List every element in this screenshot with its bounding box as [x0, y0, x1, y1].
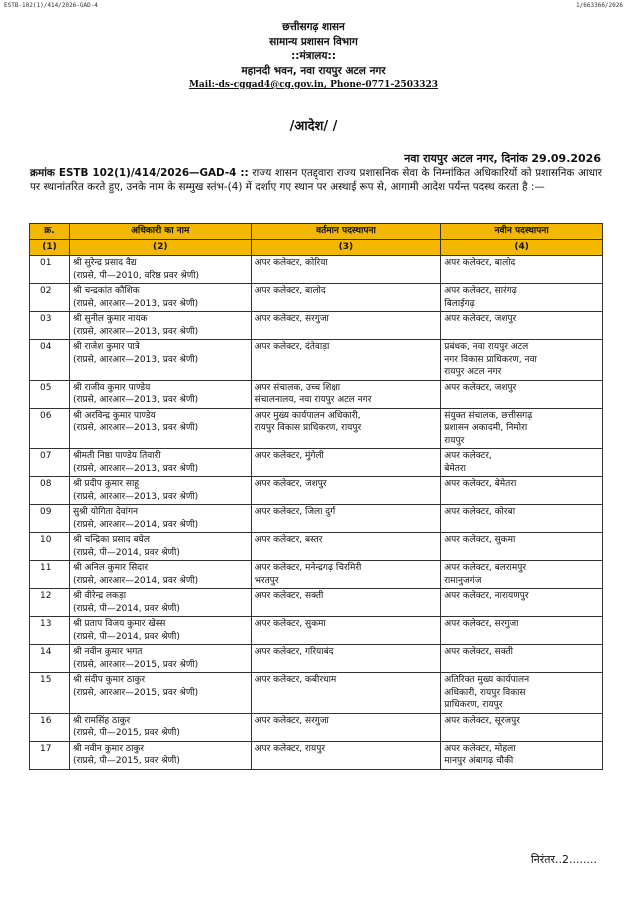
current-posting-cell: अपर कलेक्टर, मुंगेली — [251, 449, 441, 477]
table-row — [30, 589, 603, 617]
table-row — [30, 477, 603, 505]
officer-name-cell: श्री अनिल कुमार सिदार (राप्रसे, आरआर—2014, प्रवर श्रेणी) — [69, 561, 251, 589]
current-posting-cell: अपर मुख्य कार्यपालन अधिकारी, रायपुर विकास प्राधिकरण, रायपुर — [251, 408, 441, 449]
table-body — [30, 256, 603, 770]
sno-cell: 10 — [30, 533, 70, 561]
new-posting-cell: अपर कलेक्टर, बेमेतरा — [441, 449, 603, 477]
current-posting-cell: अपर कलेक्टर, कबीरधाम — [251, 673, 441, 714]
sno-cell: 08 — [30, 477, 70, 505]
sno-cell: 11 — [30, 561, 70, 589]
new-posting-cell: अपर कलेक्टर, जशपुर — [441, 380, 603, 408]
col-number-4: (4) — [441, 240, 603, 256]
officer-name-cell: श्री राजेश कुमार पात्रे (राप्रसे, आरआर—2013, प्रवर श्रेणी) — [69, 340, 251, 381]
table-row — [30, 408, 603, 449]
new-posting-cell: अपर कलेक्टर, सारंगढ़ बिलाईगढ़ — [441, 284, 603, 312]
sno-cell: 03 — [30, 312, 70, 340]
officer-name-cell: श्री संदीप कुमार ठाकुर (राप्रसे, आरआर—2015, प्रवर श्रेणी) — [69, 673, 251, 714]
current-posting-cell: अपर कलेक्टर, रायपुर — [251, 741, 441, 769]
col-header-officer: अधिकारी का नाम — [69, 224, 251, 240]
new-posting-cell: अपर कलेक्टर, सक्ती — [441, 645, 603, 673]
order-text: राज्य शासन एतद्द्वारा राज्य प्रशासनिक सेवा के निम्नांकित अधिकारियों को प्रशासनिक आधार पर स्थानांतरित करते हुए, उनके नाम के सम्मुख स्तंभ-(4) में दर्शाए गए स्थान पर अस्थाई रूप से, आगामी आदेश पर्यन्त पदस्थ करता है :— — [30, 167, 603, 193]
sno-cell: 17 — [30, 741, 70, 769]
table-row — [30, 449, 603, 477]
officer-name-cell: श्री रामसिंह ठाकुर (राप्रसे, पी—2015, प्रवर श्रेणी) — [69, 713, 251, 741]
continued-note: निरंतर..2........ — [530, 853, 597, 866]
table-row — [30, 645, 603, 673]
sno-cell: 04 — [30, 340, 70, 381]
table-row — [30, 741, 603, 769]
contact-line: Mail:-ds-cggad4@cg.gov.in, Phone-0771-2503323 — [188, 80, 439, 90]
header-row — [30, 224, 603, 240]
order-intro — [30, 166, 602, 194]
page-reference: 1/663366/2026 — [576, 2, 623, 9]
current-posting-cell: अपर कलेक्टर, मनेन्द्रगढ़ चिरमिरी भरतपुर — [251, 561, 441, 589]
new-posting-cell: अपर कलेक्टर, बेमेतरा — [441, 477, 603, 505]
letterhead — [0, 20, 627, 93]
department-name: सामान्य प्रशासन विभाग — [269, 35, 358, 48]
new-posting-cell: प्रबंधक, नवा रायपुर अटल नगर विकास प्राधिकरण, नवा रायपुर अटल नगर — [441, 340, 603, 381]
sno-cell: 05 — [30, 380, 70, 408]
current-posting-cell: अपर कलेक्टर, सरगुजा — [251, 312, 441, 340]
current-posting-cell: अपर कलेक्टर, दंतेवाड़ा — [251, 340, 441, 381]
current-posting-cell: अपर कलेक्टर, गरियाबंद — [251, 645, 441, 673]
current-posting-cell: अपर कलेक्टर, कोरिया — [251, 256, 441, 284]
new-posting-cell: अपर कलेक्टर, सुकमा — [441, 533, 603, 561]
col-number-2: (2) — [69, 240, 251, 256]
table-row — [30, 380, 603, 408]
table-row — [30, 312, 603, 340]
order-reference: क्रमांक ESTB 102(1)/414/2026—GAD-4 :: — [30, 167, 249, 179]
address-line: महानदी भवन, नवा रायपुर अटल नगर — [241, 64, 386, 77]
sno-cell: 15 — [30, 673, 70, 714]
sno-cell: 07 — [30, 449, 70, 477]
col-number-3: (3) — [251, 240, 441, 256]
sno-cell: 02 — [30, 284, 70, 312]
ministry-label: ::मंत्रालय:: — [291, 50, 336, 62]
transfer-table — [29, 223, 603, 770]
table-row — [30, 340, 603, 381]
table-row — [30, 673, 603, 714]
table-row — [30, 713, 603, 741]
officer-name-cell: श्री अरविन्द्र कुमार पाण्डेय (राप्रसे, आरआर—2013, प्रवर श्रेणी) — [69, 408, 251, 449]
table-row — [30, 533, 603, 561]
sno-cell: 12 — [30, 589, 70, 617]
current-posting-cell: अपर कलेक्टर, सुकमा — [251, 617, 441, 645]
officer-name-cell: सुश्री योगिता देवांगन (राप्रसे, आरआर—2014, प्रवर श्रेणी) — [69, 505, 251, 533]
current-posting-cell: अपर कलेक्टर, सक्ती — [251, 589, 441, 617]
col-header-new-posting: नवीन पदस्थापना — [441, 224, 603, 240]
col-header-sno: क्र. — [30, 224, 70, 240]
column-number-row — [30, 240, 603, 256]
new-posting-cell: अपर कलेक्टर, सरगुजा — [441, 617, 603, 645]
current-posting-cell: अपर कलेक्टर, जशपुर — [251, 477, 441, 505]
sno-cell: 13 — [30, 617, 70, 645]
officer-name-cell: श्री चन्द्रिका प्रसाद बघेल (राप्रसे, पी—2014, प्रवर श्रेणी) — [69, 533, 251, 561]
new-posting-cell: संयुक्त संचालक, छत्तीसगढ़ प्रशासन अकादमी, निमोरा रायपुर — [441, 408, 603, 449]
officer-name-cell: श्री प्रदीप कुमार साहू (राप्रसे, आरआर—2013, प्रवर श्रेणी) — [69, 477, 251, 505]
officer-name-cell: श्री सुरेन्द्र प्रसाद वैद्य (राप्रसे, पी—2010, वरिष्ठ प्रवर श्रेणी) — [69, 256, 251, 284]
new-posting-cell: अपर कलेक्टर, कोरबा — [441, 505, 603, 533]
file-reference: ESTB-102(1)/414/2026-GAD-4 — [4, 2, 98, 9]
officer-name-cell: श्री नवीन कुमार भगत (राप्रसे, आरआर—2015, प्रवर श्रेणी) — [69, 645, 251, 673]
col-number-1: (1) — [30, 240, 70, 256]
new-posting-cell: अपर कलेक्टर, मोहला मानपुर अंबागढ़ चौकी — [441, 741, 603, 769]
table-row — [30, 561, 603, 589]
new-posting-cell: अपर कलेक्टर, जशपुर — [441, 312, 603, 340]
sno-cell: 16 — [30, 713, 70, 741]
officer-name-cell: श्री वीरेन्द्र लकड़ा (राप्रसे, पी—2014, प्रवर श्रेणी) — [69, 589, 251, 617]
table-row — [30, 505, 603, 533]
officer-name-cell: श्री राजीव कुमार पाण्डेय (राप्रसे, आरआर—2013, प्रवर श्रेणी) — [69, 380, 251, 408]
current-posting-cell: अपर कलेक्टर, सरगुजा — [251, 713, 441, 741]
new-posting-cell: अपर कलेक्टर, बालोद — [441, 256, 603, 284]
document-id-bar — [4, 2, 623, 12]
current-posting-cell: अपर कलेक्टर, बालोद — [251, 284, 441, 312]
sno-cell: 06 — [30, 408, 70, 449]
table-row — [30, 256, 603, 284]
current-posting-cell: अपर कलेक्टर, बस्तर — [251, 533, 441, 561]
govt-name: छत्तीसगढ़ शासन — [282, 21, 345, 33]
sno-cell: 14 — [30, 645, 70, 673]
sno-cell: 01 — [30, 256, 70, 284]
table-row — [30, 617, 603, 645]
new-posting-cell: अपर कलेक्टर, बलरामपुर रामानुजगंज — [441, 561, 603, 589]
new-posting-cell: अपर कलेक्टर, नारायणपुर — [441, 589, 603, 617]
new-posting-cell: अपर कलेक्टर, सूरजपुर — [441, 713, 603, 741]
new-posting-cell: अतिरिक्त मुख्य कार्यपालन अधिकारी, रायपुर विकास प्राधिकरण, रायपुर — [441, 673, 603, 714]
order-title: /आदेश/ / — [289, 119, 338, 134]
officer-name-cell: श्री प्रताप विजय कुमार खेस्स (राप्रसे, पी—2014, प्रवर श्रेणी) — [69, 617, 251, 645]
current-posting-cell: अपर कलेक्टर, जिला दुर्ग — [251, 505, 441, 533]
officer-name-cell: श्रीमती निष्ठा पाण्डेय तिवारी (राप्रसे, आरआर—2013, प्रवर श्रेणी) — [69, 449, 251, 477]
officer-name-cell: श्री नवीन कुमार ठाकुर (राप्रसे, पी—2015, प्रवर श्रेणी) — [69, 741, 251, 769]
current-posting-cell: अपर संचालक, उच्च शिक्षा संचालनालय, नवा रायपुर अटल नगर — [251, 380, 441, 408]
officer-name-cell: श्री चन्द्रकांत कौशिक (राप्रसे, आरआर—2013, प्रवर श्रेणी) — [69, 284, 251, 312]
officer-name-cell: श्री सुनील कुमार नायक (राप्रसे, आरआर—2013, प्रवर श्रेणी) — [69, 312, 251, 340]
date-line: नवा रायपुर अटल नगर, दिनांक 29.09.2026 — [404, 152, 601, 165]
sno-cell: 09 — [30, 505, 70, 533]
table-row — [30, 284, 603, 312]
col-header-current-posting: वर्तमान पदस्थापना — [251, 224, 441, 240]
